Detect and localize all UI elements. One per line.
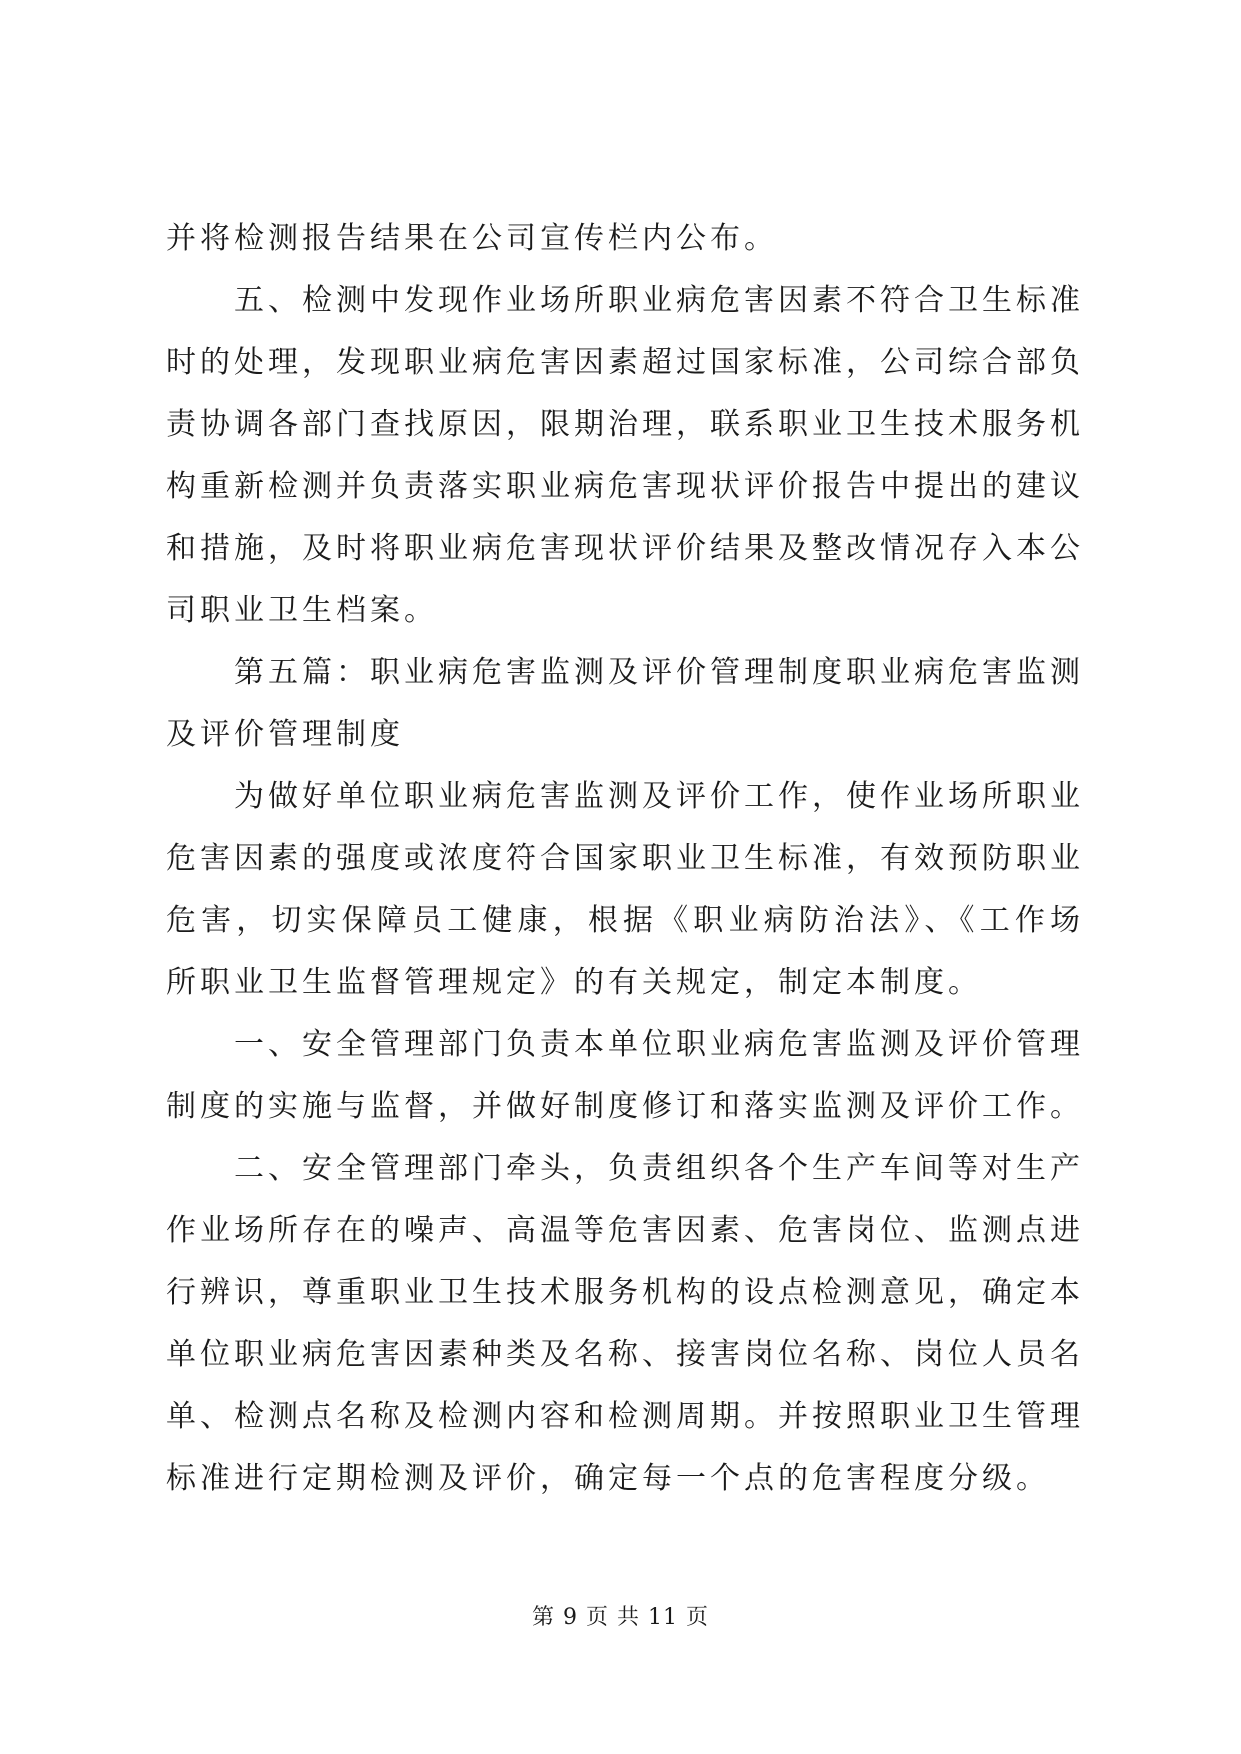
- page-number-footer: 第 9 页 共 11 页: [532, 1605, 709, 1630]
- paragraph-item-two: 二、安全管理部门牵头，负责组织各个生产车间等对生产作业场所存在的噪声、高温等危害因素、危害岗位、监测点进行辨识，尊重职业卫生技术服务机构的设点检测意见，确定本单位职业病危害因素种类及名称、接害岗位名称、岗位人员名单、检测点名称及检测内容和检测周期。并按照职业卫生管理标准进行定期检测及评价，确定每一个点的危害程度分级。: [166, 1151, 1084, 1496]
- paragraph-item-one: 一、安全管理部门负责本单位职业病危害监测及评价管理制度的实施与监督，并做好制度修订和落实监测及评价工作。: [166, 1027, 1084, 1124]
- paragraph-section-five: 五、检测中发现作业场所职业病危害因素不符合卫生标准时的处理，发现职业病危害因素超过国家标准，公司综合部负责协调各部门查找原因，限期治理，联系职业卫生技术服务机构重新检测并负责落实职业病危害现状评价报告中提出的建议和措施，及时将职业病危害现状评价结果及整改情况存入本公司职业卫生档案。: [166, 283, 1084, 628]
- paragraph-continuation: 并将检测报告结果在公司宣传栏内公布。: [166, 221, 778, 256]
- document-body: [166, 208, 1084, 1510]
- paragraph-chapter-heading: 第五篇：职业病危害监测及评价管理制度职业病危害监测及评价管理制度: [166, 655, 1084, 752]
- paragraph-intro: 为做好单位职业病危害监测及评价工作，使作业场所职业危害因素的强度或浓度符合国家职业卫生标准，有效预防职业危害，切实保障员工健康，根据《职业病防治法》、《工作场所职业卫生监督管理规定》的有关规定，制定本制度。: [166, 779, 1084, 1000]
